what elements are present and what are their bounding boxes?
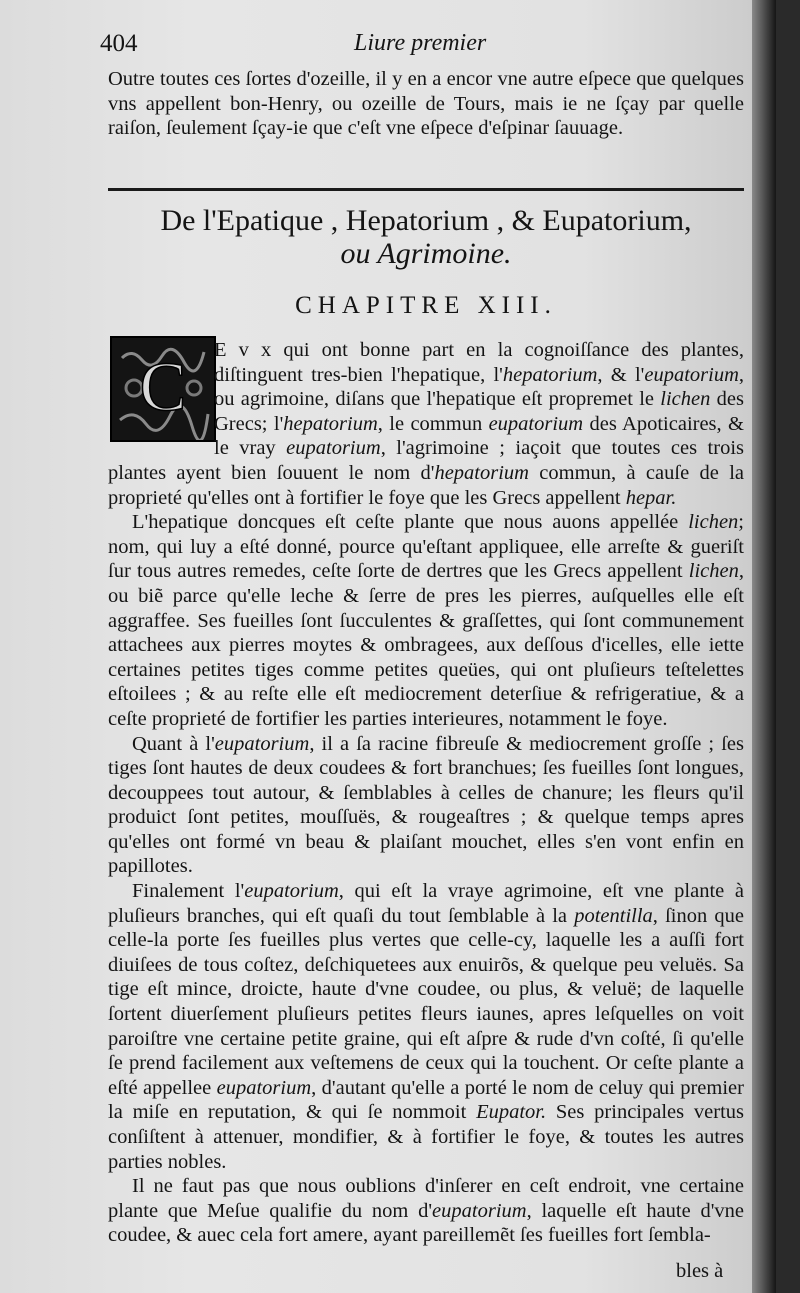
intro-paragraph: Outre toutes ces ſortes d'ozeille, il y en a encor vne autre eſpece que quelques vns appellent bon-Henry, ou ozeille de Tours, mais ie ne ſçay par quelle raiſon, ſeulement ſçay-ie que c'eſt vne eſpece d'eſpinar ſauuage.	[108, 68, 744, 140]
running-title: Liure premier	[354, 30, 487, 56]
italic-term: lichen	[660, 388, 711, 411]
dropcap-space	[108, 338, 214, 438]
italic-term: hepatorium	[283, 412, 378, 435]
page-number: 404	[100, 30, 138, 57]
text-run: , qui eſt la vraye agrimoine, eſt vne plante à pluſieurs branches, qui eſt quaſi du tout ſemblable à la	[108, 880, 744, 927]
text-run: , d'autant qu'elle a porté le nom de celuy qui premier la miſe en reputation, & qui ſe nommoit	[108, 1076, 744, 1124]
chapter-number: CHAPITRE XIII.	[295, 292, 557, 319]
paragraph-lead: E v x qui ont bonne part en la cognoiſſance des plantes, diſtinguent tres-bien l'hepatique, l'	[214, 339, 744, 386]
text-run: Finalement l'	[132, 880, 245, 903]
text-run: Quant à l'	[132, 732, 215, 755]
paragraph	[108, 732, 744, 880]
italic-term: potentilla	[574, 904, 653, 927]
dropcap-letter: C	[139, 349, 187, 426]
paragraph	[108, 879, 744, 1174]
italic-term: eupatorium	[244, 880, 339, 903]
italic-term: eupatorium	[216, 1076, 312, 1099]
text-run: des Apoticaires, & le vray	[214, 412, 744, 460]
italic-term: eupatorium	[214, 732, 310, 755]
text-run: , le commun	[377, 412, 489, 435]
paragraph	[108, 1174, 744, 1248]
text-run: L'hepatique doncques eſt ceſte plante que nous auons appellée	[132, 511, 689, 534]
italic-term: lichen	[688, 560, 739, 583]
text-run: , il a ſa racine fibreuſe & mediocrement groſſe ; ſes tiges ſont hautes de deux coudees & fort branchues; ſes fueilles ſont longues, decouppees tout autour, & ſemblables à celles de chanure; les fleurs qu'il produict ſont petites, mouſſuës, & rougeaſtres ; & quelque temps apres qu'elles ont formé vn beau & plaiſant mouchet, elles s'en vont enfin en papillotes.	[108, 732, 744, 878]
italic-term: hepar.	[625, 486, 677, 509]
italic-term: lichen	[688, 511, 739, 534]
text-run: , ou biẽ parce qu'elle leche & ſerre de pres les pierres, auſquelles elle eſt aggraffee. Ses fueilles ſont ſucculentes & graſſettes, qui ſont communement attachees aux pierres moytes & ombragees, aux deſſous d'icelles, elle iette certaines petites tiges comme petites queües, qui ont pluſieurs teſtelettes eſtoilees ; & au reſte elle eſt mediocrement deterſiue & refrigeratiue, & a ceſte proprieté de fortifier les parties interieures, notamment le foye.	[108, 560, 744, 730]
text-run: ; nom, qui luy a eſté donné, pource qu'eſtant appliquee, elle arreſte & gueriſt ſur tous autres remedes, ceſte ſorte de dertres que les Grecs appellent	[108, 511, 744, 583]
italic-term: hepatorium	[434, 461, 529, 484]
italic-term: eupatorium	[644, 363, 739, 386]
italic-term: eupatorium	[286, 437, 381, 460]
chapter-title-line1: De l'Epatique , Hepatorium , & Eupatorium,	[160, 204, 692, 237]
text-run: , ſinon que celle-la porte ſes fueilles plus vertes que celle-cy, laquelle les a auſſi fort diuiſees de tous coſtez, deſchiquetees aux enuirõs, & quelque peu veluës. Sa tige eſt mince, droicte, haute d'vne coudee, ou plus, & veluë; de laquelle ſortent diuerſement pluſieurs petites fleurs iaunes, apres leſquelles on voit paroiſtre vne certaine petite graine, qui eſt aſpre & rude d'vn coſté, ſi qu'elle ſe prend facilement aux veſtemens de ceux qui la touchent. Or ceſte plante a eſté appellee	[108, 904, 744, 1099]
text-run: Ses principales vertus conſiſtent à attenuer, mondifier, & à fortifier le foye, & toutes les autres parties nobles.	[108, 1101, 744, 1173]
chapter-body	[108, 338, 744, 1248]
chapter-title-line2: ou Agrimoine.	[340, 237, 512, 270]
italic-term: hepatorium	[502, 363, 598, 386]
section-rule	[108, 188, 744, 191]
text-run: , ou agrimoine, diſans que l'hepatique eſt propremet le	[214, 363, 745, 411]
text-run: , laquelle eſt haute d'vne coudee, & auec cela fort amere, ayant pareillemẽt ſes fueilles fort ſembla-	[108, 1199, 744, 1247]
italic-term: Eupator.	[476, 1101, 547, 1124]
paragraph	[108, 510, 744, 731]
text-run: Il ne faut pas que nous oublions d'inſerer en ceſt endroit, vne certaine plante que Meſue qualifie du nom d'	[108, 1175, 744, 1222]
catchword: bles à	[676, 1260, 724, 1282]
chapter-title	[108, 204, 744, 270]
italic-term: eupatorium	[488, 412, 584, 435]
book-fore-edge	[752, 0, 776, 1293]
italic-term: eupatorium	[432, 1199, 527, 1222]
text-run: des Grecs; l'	[214, 388, 744, 435]
text-run: , & l'	[597, 363, 645, 386]
text-run: commun, à cauſe de la proprieté qu'elles ont à fortifier le foye que les Grecs appellent	[108, 461, 744, 509]
paragraph	[108, 338, 744, 510]
text-run: , l'agrimoine ; iaçoit que toutes ces trois plantes ayent bien ſouuent le nom d'	[108, 437, 744, 484]
running-head	[100, 30, 740, 64]
